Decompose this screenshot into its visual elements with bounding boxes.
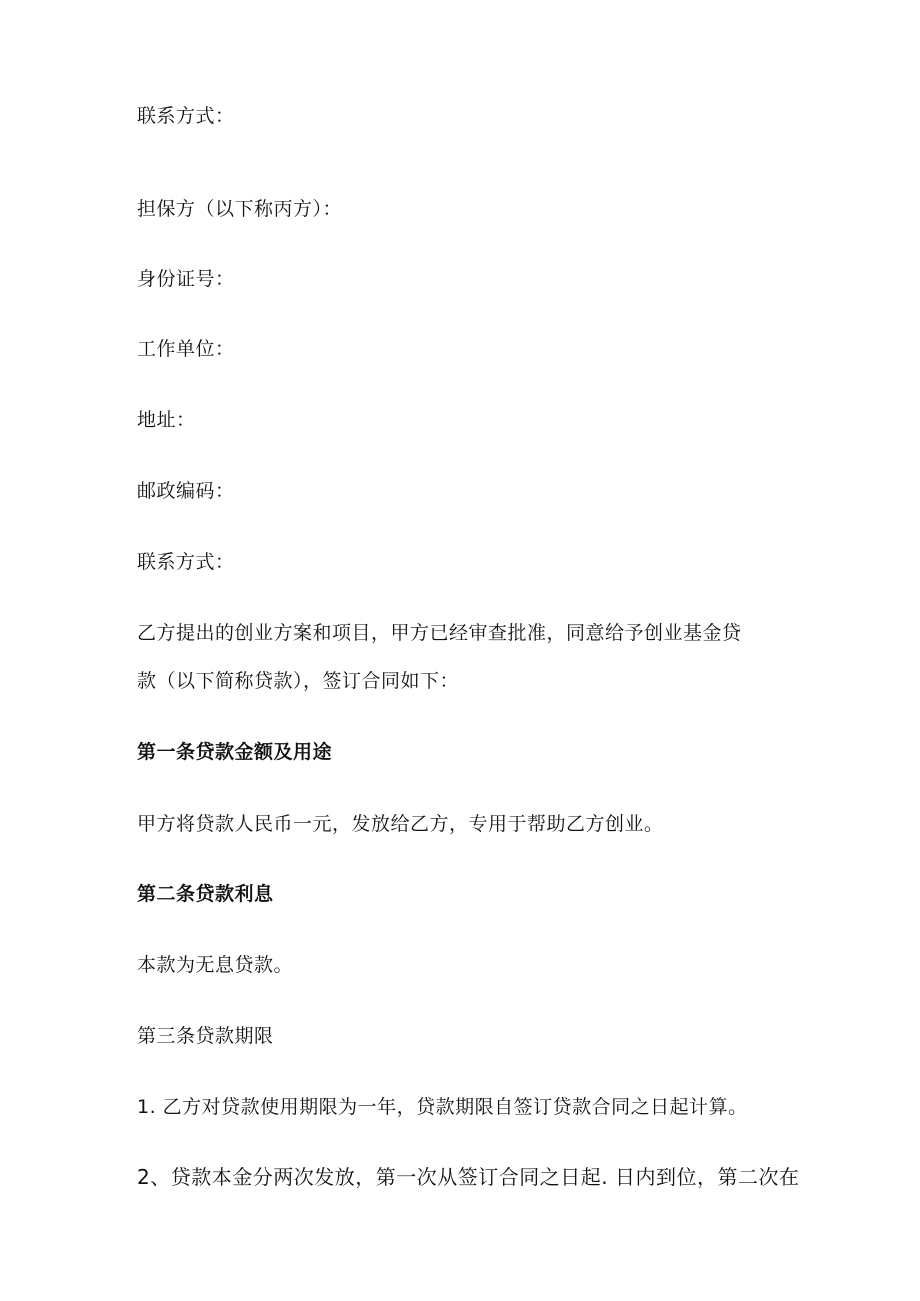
- article-1-heading: 第一条贷款金额及用途: [137, 741, 333, 763]
- article-3-item-2: 2、贷款本金分两次发放，第一次从签订合同之日起. 日内到位，第二次在: [137, 1165, 800, 1189]
- article-3-item-1: 1. 乙方对贷款使用期限为一年，贷款期限自签订贷款合同之日起计算。: [137, 1096, 748, 1118]
- intro-paragraph-line-2: 款（以下简称贷款），签订合同如下：: [137, 670, 460, 692]
- article-2-heading: 第二条贷款利息: [137, 883, 274, 905]
- intro-paragraph-line-1: 乙方提出的创业方案和项目，甲方已经审查批准，同意给予创业基金贷: [137, 622, 742, 644]
- article-1-body: 甲方将贷款人民币一元，发放给乙方，专用于帮助乙方创业。: [137, 813, 664, 835]
- article-3-heading: 第三条贷款期限: [137, 1025, 274, 1047]
- contact-info-label-2: 联系方式：: [137, 551, 235, 573]
- guarantor-label: 担保方（以下称丙方）：: [137, 198, 343, 220]
- address-label: 地址：: [137, 409, 196, 431]
- postal-code-label: 邮政编码：: [137, 480, 235, 502]
- id-number-label: 身份证号：: [137, 268, 235, 290]
- work-unit-label: 工作单位：: [137, 338, 235, 360]
- contact-info-label: 联系方式：: [137, 105, 235, 127]
- article-2-body: 本款为无息贷款。: [137, 954, 294, 976]
